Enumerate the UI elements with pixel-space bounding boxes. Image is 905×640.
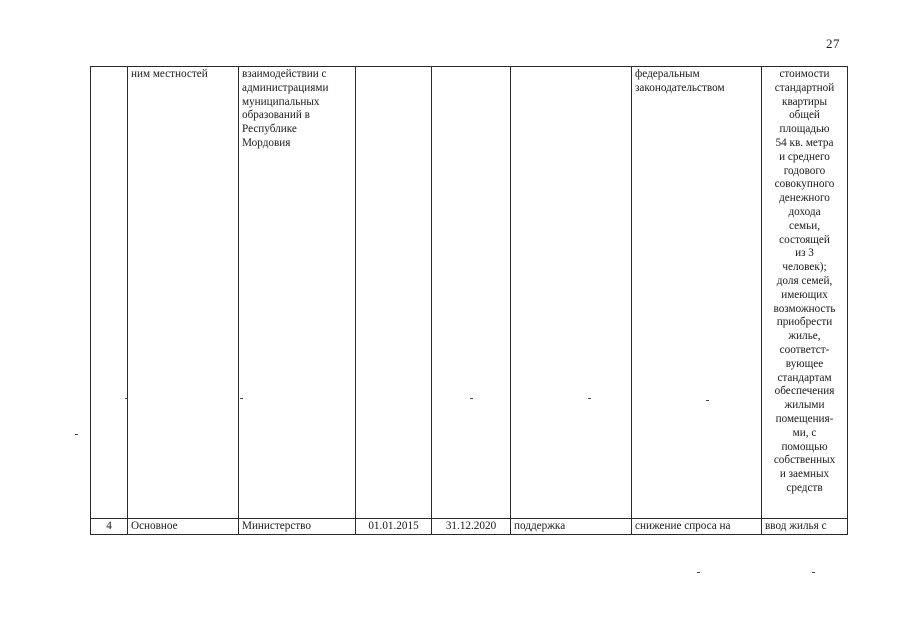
scan-speck — [706, 400, 709, 401]
cell-indicator: стоимости стандартной квартиры общей площадью 54 кв. метра и среднего годового совокупного денежного дохода семьи, состоящей из 3 человек); доля семей, имеющих возможность приобрести жилье, соответст- вующее стандартам обеспечения жилыми помещения- ми, с помощью собственных и заемных средств — [762, 67, 848, 519]
table-row — [91, 67, 848, 519]
cell-number: 4 — [91, 519, 128, 535]
page-number: 27 — [826, 36, 840, 51]
scan-speck — [240, 398, 243, 399]
scan-speck — [588, 398, 591, 399]
cell-name: Основное — [128, 519, 239, 535]
cell-start-date — [356, 67, 432, 519]
program-table — [90, 66, 848, 535]
table-row — [91, 519, 848, 535]
cell-description — [511, 67, 632, 519]
cell-end-date: 31.12.2020 — [432, 519, 511, 535]
cell-executor: взаимодействии с администрациями муниципальных образований в Республике Мордовия — [239, 67, 356, 519]
cell-risk: федеральным законодательством — [632, 67, 762, 519]
scan-speck — [470, 398, 473, 399]
cell-end-date — [432, 67, 511, 519]
cell-description: поддержка — [511, 519, 632, 535]
scan-speck — [812, 572, 815, 573]
scan-speck — [75, 434, 78, 435]
cell-executor: Министерство — [239, 519, 356, 535]
cell-number — [91, 67, 128, 519]
scan-speck — [697, 572, 700, 573]
cell-risk: снижение спроса на — [632, 519, 762, 535]
cell-start-date: 01.01.2015 — [356, 519, 432, 535]
scan-speck — [125, 398, 128, 399]
cell-name: ним местностей — [128, 67, 239, 519]
cell-indicator: ввод жилья с — [762, 519, 848, 535]
